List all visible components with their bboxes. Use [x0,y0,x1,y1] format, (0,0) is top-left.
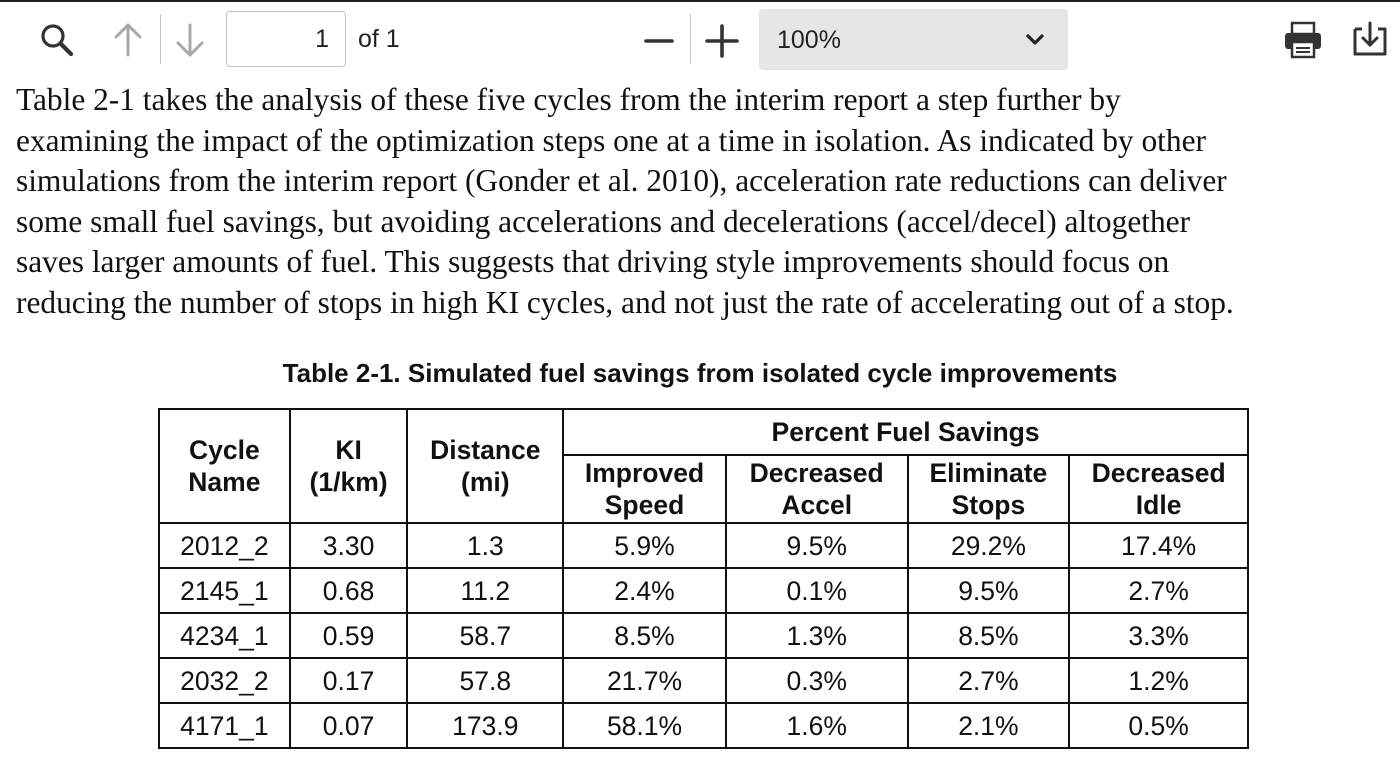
paragraph-line: Table 2-1 takes the analysis of these five cycles from the interim report a step further by [16,82,1121,117]
search-icon[interactable] [38,21,76,59]
print-icon[interactable] [1282,20,1324,60]
table-cell: 2.1% [908,703,1070,748]
header-cycle-name: Cycle Name [159,409,290,523]
plus-icon[interactable] [702,19,742,59]
table-cell: 4171_1 [159,703,290,748]
table-cell: 3.30 [290,523,408,568]
header-distance: Distance (mi) [407,409,563,523]
header-improved-speed: Improved Speed [563,455,726,523]
header-decreased-idle: Decreased Idle [1069,455,1248,523]
table-cell: 2145_1 [159,568,290,613]
table-cell: 2032_2 [159,658,290,703]
table-cell: 0.5% [1069,703,1248,748]
table-row [159,523,1248,568]
table-cell: 57.8 [407,658,563,703]
table-cell: 21.7% [563,658,726,703]
table-cell: 2.4% [563,568,726,613]
table-row [159,703,1248,748]
table-row [159,568,1248,613]
paragraph-line: simulations from the interim report (Gonder et al. 2010), acceleration rate reductions can deliver [16,163,1227,198]
page-total-label: of 1 [358,25,400,53]
page-number-input[interactable] [226,11,346,67]
paragraph-line: reducing the number of stops in high KI cycles, and not just the rate of accelerating out of a stop. [16,284,1234,320]
table-cell: 58.1% [563,703,726,748]
table-cell: 8.5% [908,613,1070,658]
arrow-up-icon[interactable] [110,21,146,59]
header-percent-fuel-savings: Percent Fuel Savings [563,409,1248,455]
table-cell: 0.3% [726,658,908,703]
table-cell: 3.3% [1069,613,1248,658]
chevron-down-icon [1023,31,1047,49]
zoom-select[interactable] [759,9,1068,70]
table-cell: 5.9% [563,523,726,568]
table-cell: 9.5% [908,568,1070,613]
table-cell: 1.6% [726,703,908,748]
save-icon[interactable] [1350,19,1390,59]
zoom-value: 100% [777,26,841,54]
toolbar-divider [160,14,161,64]
minus-icon[interactable] [640,21,678,59]
table-cell: 4234_1 [159,613,290,658]
table-cell: 1.2% [1069,658,1248,703]
header-eliminate-stops: Eliminate Stops [908,455,1070,523]
table-cell: 0.59 [290,613,408,658]
toolbar-divider [690,14,691,64]
fuel-savings-table [158,408,1249,749]
table-cell: 58.7 [407,613,563,658]
pdf-toolbar [0,0,1400,74]
table-cell: 0.68 [290,568,408,613]
paragraph-line: examining the impact of the optimization steps one at a time in isolation. As indicated by other [16,122,1206,158]
paragraph-line: some small fuel savings, but avoiding accelerations and decelerations (accel/decel) altogether [16,203,1191,239]
table-cell: 17.4% [1069,523,1248,568]
table-cell: 29.2% [908,523,1070,568]
arrow-down-icon[interactable] [172,21,208,59]
header-decreased-accel: Decreased Accel [726,455,908,523]
table-cell: 0.07 [290,703,408,748]
paragraph-line: saves larger amounts of fuel. This suggests that driving style improvements should focus on [16,244,1170,279]
table-cell: 0.17 [290,658,408,703]
table-cell: 1.3% [726,613,908,658]
table-cell: 11.2 [407,568,563,613]
header-ki: KI (1/km) [290,409,408,523]
body-paragraph [16,80,1396,323]
table-cell: 2.7% [908,658,1070,703]
table-row [159,658,1248,703]
table-cell: 2.7% [1069,568,1248,613]
table-cell: 1.3 [407,523,563,568]
table-caption: Table 2-1. Simulated fuel savings from isolated cycle improvements [282,358,1118,388]
table-cell: 0.1% [726,568,908,613]
table-cell: 2012_2 [159,523,290,568]
table-cell: 8.5% [563,613,726,658]
table-cell: 173.9 [407,703,563,748]
table-row [159,613,1248,658]
table-cell: 9.5% [726,523,908,568]
